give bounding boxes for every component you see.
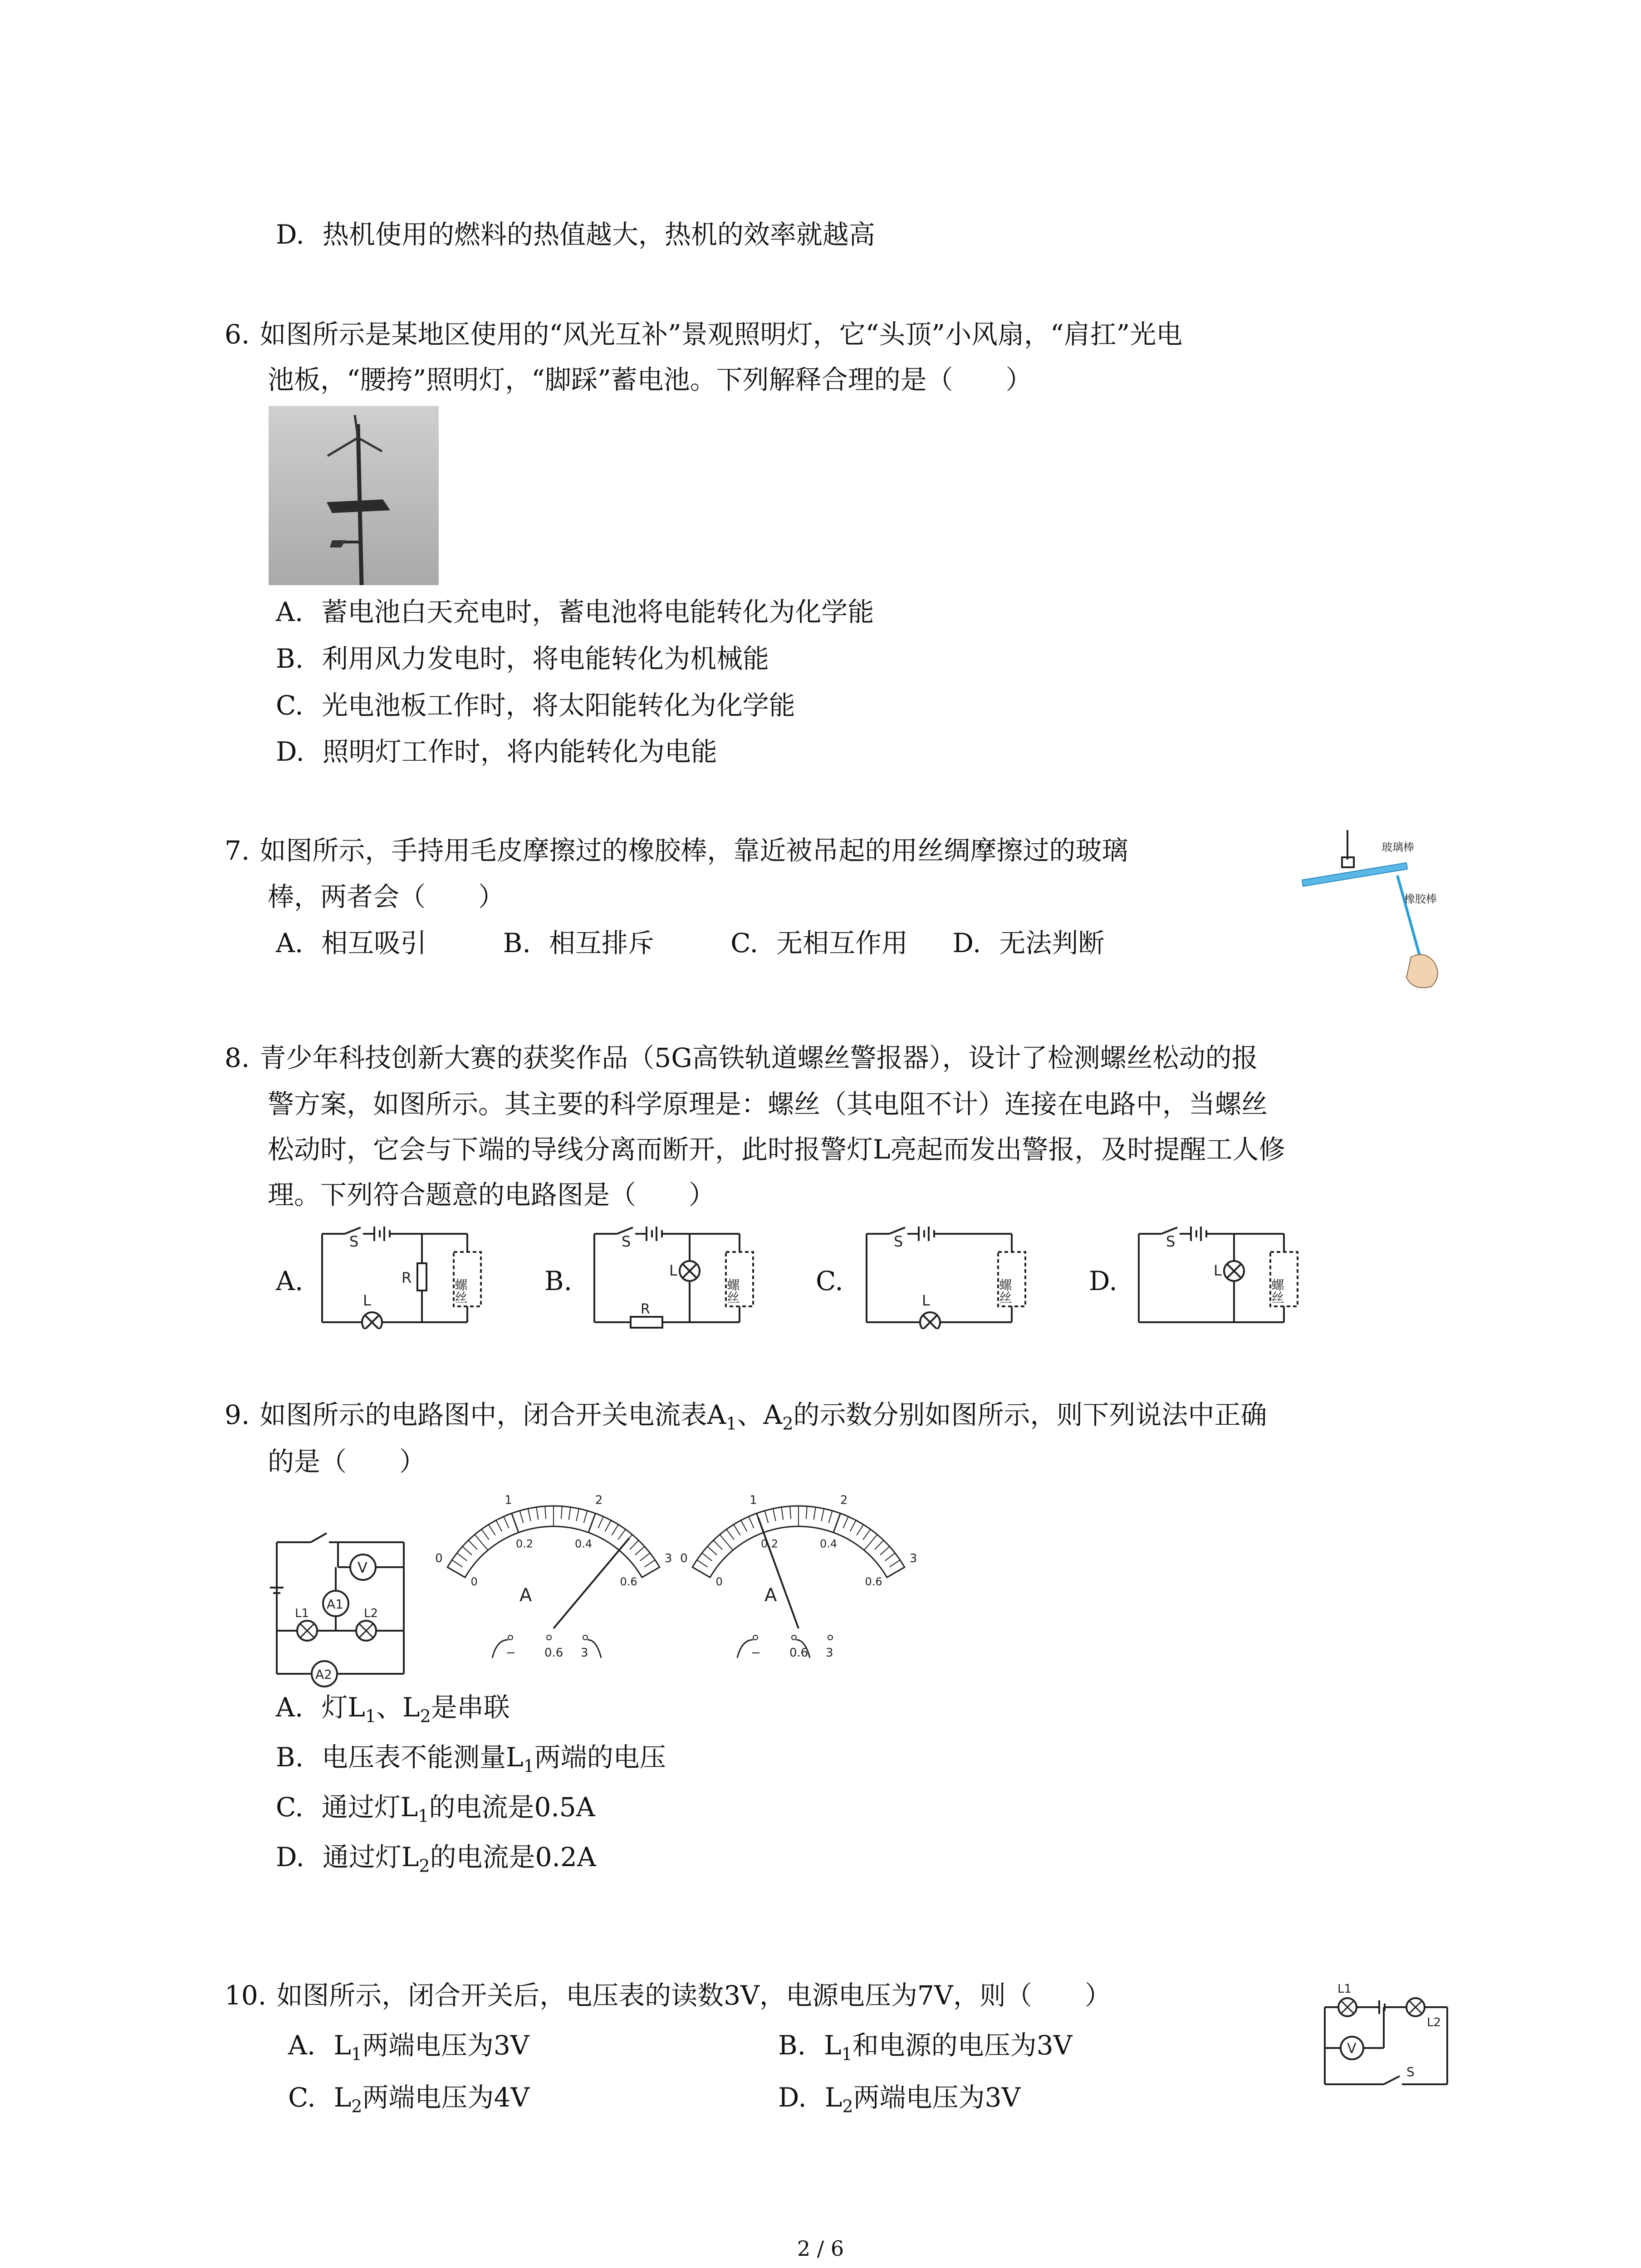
lamp-l2-label: L2 (364, 1607, 378, 1620)
meter-tick-label-top: 3 (909, 1552, 916, 1565)
meter-tick-label-top: 1 (749, 1493, 757, 1507)
subscript: 2 (842, 2096, 853, 2116)
option-text: 蓄电池白天充电时，蓄电池将电能转化为化学能 (321, 596, 874, 627)
option-text: 两端电压为3V (362, 2030, 529, 2061)
meter-tick-label-bottom: 0 (715, 1575, 723, 1588)
lamp-l2-label: L2 (1427, 2016, 1441, 2029)
subscript: 1 (726, 1413, 737, 1434)
meter-terminal-label: − (506, 1646, 516, 1660)
q10-option-a (288, 2032, 529, 2063)
switch-label: S (622, 1233, 631, 1250)
q6-stem-line2: 池板，“腰挎”照明灯，“脚踩”蓄电池。下列解释合理的是（ ） (268, 364, 1032, 395)
stem-text: 如图所示的电路图中，闭合开关电流表A (260, 1399, 726, 1430)
meter-tick-label-bottom: 0 (470, 1575, 478, 1588)
option-label: C. (276, 690, 304, 721)
stem-text: 青少年科技创新大赛的获奖作品（5G高铁轨道螺丝警报器），设计了检测螺丝松动的报 (260, 1042, 1258, 1073)
stem-text: 、A (737, 1399, 783, 1430)
q10-option-d (778, 2084, 1020, 2115)
lamp-label: L (922, 1292, 930, 1309)
meter-terminal (583, 1635, 588, 1640)
meter-terminal-label: 3 (826, 1646, 833, 1660)
meter-tick-label-top: 2 (840, 1493, 848, 1507)
question-number: 6. (225, 319, 250, 350)
q8-stem-line4: 理。下列符合题意的电路图是（ ） (268, 1179, 715, 1210)
option-text: 、L (376, 1692, 420, 1723)
screw-label: 螺丝 (453, 1278, 468, 1304)
meter-tick-label-top: 2 (595, 1493, 603, 1507)
option-label: A. (276, 1692, 304, 1723)
q10-option-b (778, 2032, 1073, 2063)
subscript: 1 (365, 1706, 377, 1726)
stem-text: 如图所示，闭合开关后，电压表的读数3V，电源电压为7V，则（ ） (276, 1980, 1111, 2011)
fig-label-rubber-rod: 橡胶棒 (1404, 893, 1437, 905)
meter-terminal-label: 0.6 (544, 1646, 563, 1660)
option-text: 的电流是0.5A (429, 1792, 595, 1823)
option-text: L (824, 2082, 843, 2113)
meter-terminal-label: − (751, 1646, 761, 1660)
resistor-label: R (402, 1269, 412, 1286)
screw-label: 螺丝 (997, 1278, 1013, 1304)
lamp-label: L (363, 1292, 371, 1309)
option-text: 照明灯工作时，将内能转化为电能 (322, 736, 717, 767)
meter-tick-label-bottom: 0.4 (819, 1537, 838, 1550)
q7-options (276, 930, 1104, 956)
q6-stem-line1 (225, 319, 1183, 350)
screw-label: 螺丝 (725, 1278, 740, 1304)
subscript: 1 (841, 2044, 852, 2064)
option-text: L (333, 2030, 351, 2061)
option-label: D. (778, 2082, 807, 2113)
option-text: 两端的电压 (534, 1742, 666, 1773)
q9-circuit (268, 1524, 422, 1703)
meter-terminal (547, 1635, 551, 1640)
option-text: 热机使用的燃料的热值越大，热机的效率就越高 (322, 219, 875, 250)
q8-option-a-label: A. (276, 1266, 304, 1296)
subscript: 1 (351, 2044, 362, 2064)
option-text: 通过灯L (321, 1792, 418, 1823)
option-label: C. (730, 928, 759, 958)
q6-option-d (276, 738, 717, 765)
option-text: L (824, 2030, 842, 2061)
meter-tick-label-top: 0 (436, 1552, 443, 1565)
meter-wire (588, 1640, 601, 1658)
stem-text: 如图所示是某地区使用的“风光互补”景观照明灯，它“头顶”小风扇，“肩扛”光电 (260, 319, 1183, 350)
option-label: D. (276, 736, 304, 767)
option-label: A. (276, 928, 304, 958)
voltmeter-label: V (1347, 2041, 1357, 2057)
meter-needle (554, 1538, 629, 1628)
q5-option-d (276, 221, 875, 248)
meter-terminal-label: 3 (581, 1646, 588, 1660)
meter-tick-label-top: 3 (664, 1552, 671, 1565)
q8-circuit-a (318, 1225, 499, 1335)
meter-terminal (792, 1635, 796, 1640)
ammeter-a2-label: A2 (315, 1667, 332, 1682)
q8-stem-line2: 警方案，如图所示。其主要的科学原理是：螺丝（其电阻不计）连接在电路中，当螺丝 (268, 1089, 1268, 1119)
q7-stem-line2: 棒，两者会（ ） (268, 881, 505, 912)
option-label: C. (276, 1792, 304, 1823)
switch-label: S (894, 1233, 903, 1250)
option-label: C. (288, 2082, 316, 2113)
q7-stem-line1 (225, 837, 1128, 864)
q9-stem-line2: 的是（ ） (268, 1446, 426, 1477)
option-text: 的电流是0.2A (430, 1842, 596, 1872)
q8-option-d-label: D. (1089, 1266, 1117, 1296)
option-text: 利用风力发电时，将电能转化为机械能 (322, 643, 769, 674)
q8-circuit-b (590, 1225, 771, 1335)
q10-circuit (1316, 1975, 1461, 2104)
question-number: 10. (225, 1980, 267, 2011)
q8-stem-line1 (225, 1042, 1258, 1073)
subscript: 1 (418, 1806, 429, 1826)
lamp-l1-label: L1 (1337, 1982, 1352, 1996)
q10-stem-line1 (225, 1982, 1111, 2009)
meter-tick-label-bottom: 0.4 (574, 1537, 593, 1550)
subscript: 1 (523, 1756, 534, 1776)
meter-terminal (508, 1635, 513, 1640)
q9-option-c (276, 1794, 595, 1825)
subscript: 2 (351, 2096, 362, 2116)
option-label: B. (503, 928, 531, 958)
option-label: D. (276, 1842, 304, 1872)
q8-stem-line3: 松动时，它会与下端的导线分离而断开，此时报警灯L亮起而发出警报，及时提醒工人修 (268, 1134, 1285, 1165)
q8-circuit-c (862, 1225, 1043, 1335)
option-text: 相互吸引 (321, 928, 427, 958)
option-label: B. (778, 2030, 806, 2061)
option-label: D. (276, 219, 304, 250)
option-label: D. (952, 928, 981, 958)
lamp-label: L (669, 1262, 677, 1279)
switch-label: S (1166, 1233, 1176, 1250)
resistor-label: R (641, 1301, 650, 1317)
option-label: B. (276, 1742, 304, 1773)
q10-option-c (288, 2084, 529, 2115)
meter-tick-label-bottom: 0.2 (761, 1537, 779, 1550)
q6-option-a (276, 596, 874, 627)
ammeter-a1-label: A1 (327, 1597, 343, 1612)
page-number: 2 / 6 (797, 2236, 844, 2261)
q7-rods-figure (1298, 826, 1461, 989)
subscript: 2 (420, 1706, 431, 1726)
question-number: 8. (225, 1042, 250, 1073)
option-label: A. (288, 2030, 316, 2061)
option-text: 通过灯L (322, 1842, 419, 1872)
option-label: A. (276, 596, 304, 627)
meter-tick-label-bottom: 0.6 (865, 1575, 882, 1588)
q8-option-b-label: B. (544, 1266, 573, 1296)
meter-needle (758, 1518, 798, 1628)
stem-text: 的示数分别如图所示，则下列说法中正确 (793, 1399, 1267, 1430)
lamp-l1-label: L1 (295, 1607, 309, 1620)
q9-option-b (276, 1744, 666, 1775)
q9-ammeter-a2 (681, 1479, 916, 1667)
option-text: 电压表不能测量L (322, 1742, 524, 1773)
q6-option-b (276, 645, 769, 672)
option-text: 光电池板工作时，将太阳能转化为化学能 (321, 690, 795, 721)
option-text: 灯L (321, 1692, 365, 1723)
q8-option-c-label: C. (816, 1266, 843, 1296)
q8-circuit-d (1134, 1225, 1316, 1335)
question-number: 7. (225, 835, 250, 866)
q9-stem-line1 (225, 1399, 1267, 1434)
switch-label: S (349, 1233, 359, 1250)
subscript: 2 (419, 1856, 430, 1876)
lamp-label: L (1214, 1262, 1222, 1279)
q6-streetlight-photo (269, 406, 439, 585)
option-text: 两端电压为3V (853, 2082, 1021, 2113)
option-text: 无法判断 (999, 928, 1105, 958)
option-text: L (333, 2082, 352, 2113)
meter-tick-label-top: 0 (681, 1552, 688, 1565)
meter-tick-label-bottom: 0.2 (516, 1537, 534, 1550)
screw-label: 螺丝 (1269, 1278, 1285, 1304)
meter-unit-label: A (764, 1585, 777, 1606)
meter-tick-label-top: 1 (505, 1493, 512, 1507)
switch-label: S (1406, 2064, 1415, 2079)
option-text: 两端电压为4V (362, 2082, 530, 2113)
q9-ammeter-a1 (436, 1479, 671, 1667)
option-text: 相互排斥 (549, 928, 654, 958)
fig-label-glass-rod: 玻璃棒 (1381, 841, 1414, 854)
meter-tick-label-bottom: 0.6 (620, 1575, 637, 1588)
stem-text: 如图所示，手持用毛皮摩擦过的橡胶棒，靠近被吊起的用丝绸摩擦过的玻璃 (260, 835, 1128, 866)
q6-option-c (276, 692, 795, 719)
meter-unit-label: A (519, 1585, 532, 1606)
option-label: B. (276, 643, 304, 674)
question-number: 9. (225, 1399, 250, 1430)
subscript: 2 (782, 1413, 794, 1434)
option-text: 无相互作用 (776, 928, 908, 958)
q9-option-a (276, 1694, 510, 1725)
meter-terminal (753, 1635, 758, 1640)
meter-terminal-label: 0.6 (789, 1646, 808, 1660)
q9-option-d (276, 1844, 596, 1875)
option-text: 和电源的电压为3V (852, 2030, 1073, 2061)
meter-terminal (828, 1635, 833, 1640)
voltmeter-label: V (358, 1559, 367, 1576)
option-text: 是串联 (431, 1692, 510, 1723)
